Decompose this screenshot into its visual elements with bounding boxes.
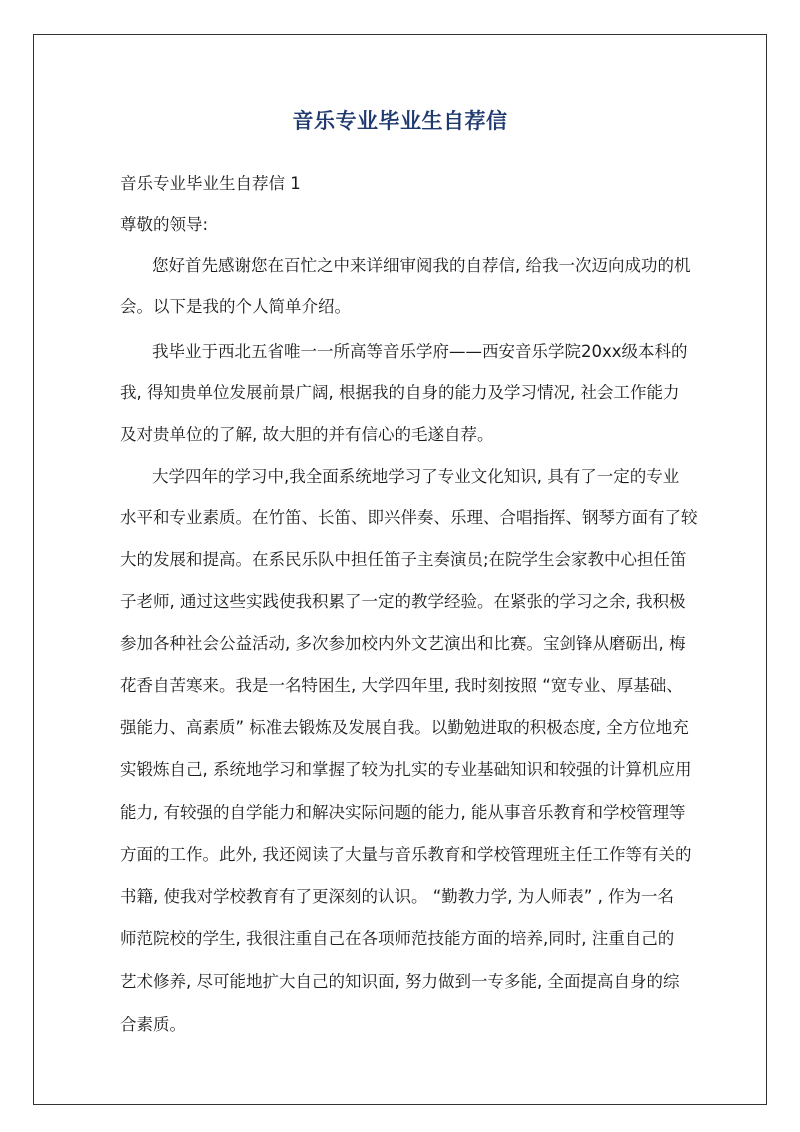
- paragraph-line: 大的发展和提高。在系民乐队中担任笛子主奏演员;在院学生会家教中心担任笛: [120, 550, 687, 569]
- paragraph-line: 书籍, 使我对学校教育有了更深刻的认识。 “勤教力学, 为人师表” , 作为一名: [120, 887, 675, 906]
- paragraph-line: 参加各种社会公益活动, 多次参加校内外文艺演出和比赛。宝剑锋从磨砺出, 梅: [120, 634, 686, 653]
- document-title: 音乐专业毕业生自荐信: [292, 109, 508, 133]
- paragraph-line: 方面的工作。此外, 我还阅读了大量与音乐教育和学校管理班主任工作等有关的: [120, 845, 692, 864]
- paragraph-line: 能力, 有较强的自学能力和解决实际问题的能力, 能从事音乐教育和学校管理等: [120, 803, 686, 822]
- paragraph-line: 合素质。: [120, 1015, 186, 1034]
- paragraph-line: 我毕业于西北五省唯一一所高等音乐学府——西安音乐学院20xx级本科的: [152, 342, 688, 361]
- paragraph-line: 艺术修养, 尽可能地扩大自己的知识面, 努力做到一专多能, 全面提高自身的综: [120, 972, 680, 991]
- paragraph-line: 大学四年的学习中,我全面系统地学习了专业文化知识, 具有了一定的专业: [152, 467, 680, 486]
- paragraph-line: 水平和专业素质。在竹笛、长笛、即兴伴奏、乐理、合唱指挥、钢琴方面有了较: [120, 508, 698, 527]
- paragraph-line: 及对贵单位的了解, 故大胆的并有信心的毛遂自荐。: [120, 425, 494, 444]
- paragraph-line: 子老师, 通过这些实践使我积累了一定的教学经验。在紧张的学习之余, 我积极: [120, 592, 686, 611]
- section-heading: 音乐专业毕业生自荐信 1: [120, 174, 301, 193]
- paragraph-line: 强能力、高素质” 标准去锻炼及发展自我。以勤勉进取的积极态度, 全方位地充: [120, 718, 689, 737]
- salutation: 尊敬的领导:: [120, 215, 209, 234]
- paragraph-line: 会。以下是我的个人简单介绍。: [120, 297, 351, 316]
- paragraph-line: 花香自苦寒来。我是一名特困生, 大学四年里, 我时刻按照 “宽专业、厚基础、: [120, 676, 683, 695]
- paragraph-line: 师范院校的学生, 我很注重自己在各项师范技能方面的培养,同时, 注重自己的: [120, 929, 675, 948]
- paragraph-line: 您好首先感谢您在百忙之中来详细审阅我的自荐信, 给我一次迈向成功的机: [152, 256, 691, 275]
- paragraph-line: 我, 得知贵单位发展前景广阔, 根据我的自身的能力及学习情况, 社会工作能力: [120, 383, 680, 402]
- paragraph-line: 实锻炼自己, 系统地学习和掌握了较为扎实的专业基础知识和较强的计算机应用: [120, 760, 692, 779]
